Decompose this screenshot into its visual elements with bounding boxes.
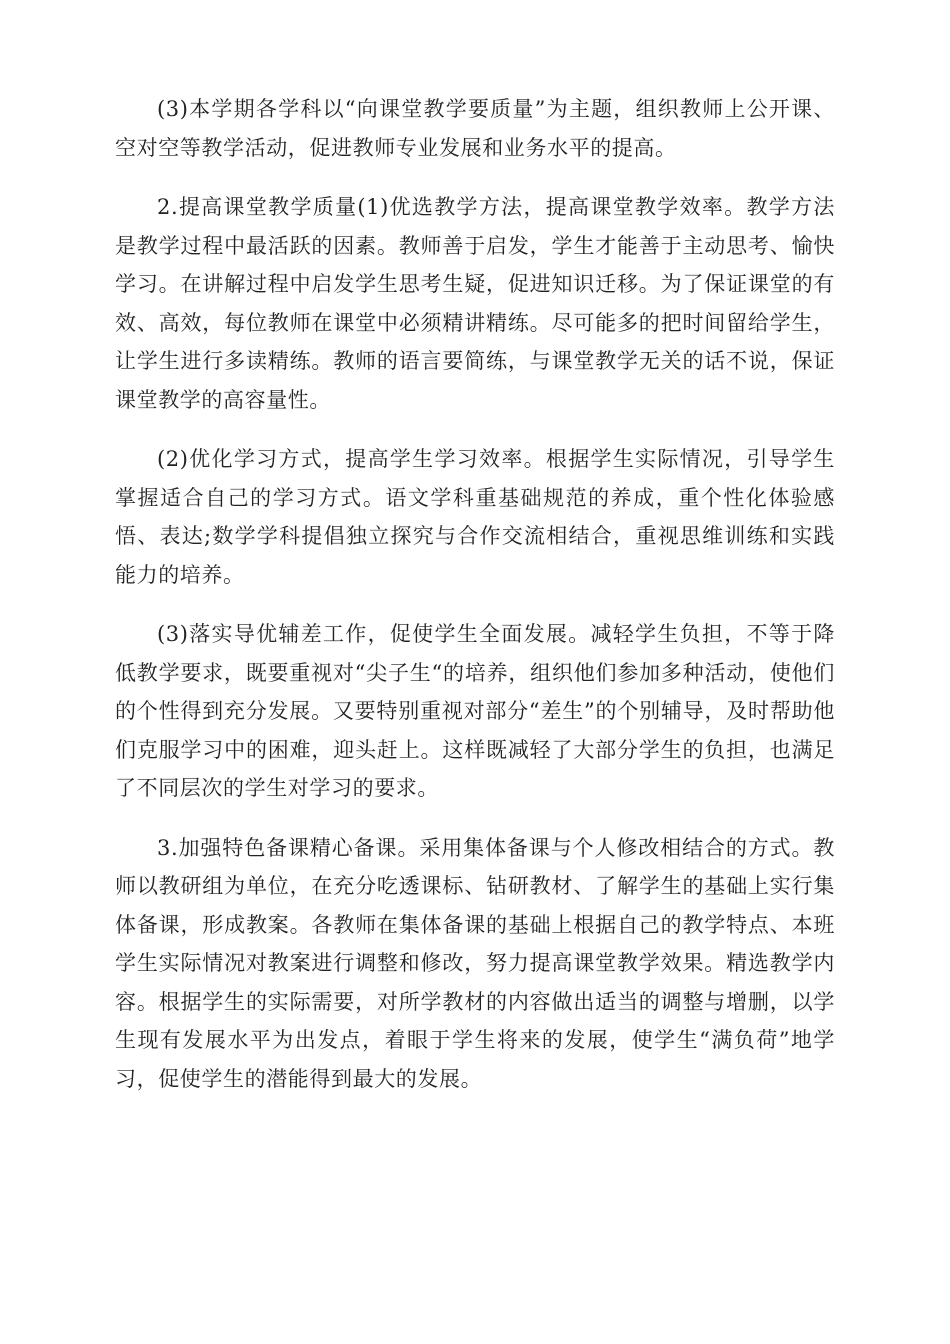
paragraph-subject-theme: (3)本学期各学科以“向课堂教学要质量”为主题，组织教师上公开课、空对空等教学活动，促进教师专业发展和业务水平的提高。 <box>115 97 835 160</box>
paragraph-lesson-preparation: 3.加强特色备课精心备课。采用集体备课与个人修改相结合的方式。教师以教研组为单位，在充分吃透课标、钻研教材、了解学生的基础上实行集体备课，形成教案。各教师在集体备课的基础上根据自己的教学特点、本班学生实际情况对教案进行调整和修改，努力提高课堂教学效果。精选教学内容。根据学生的实际需要，对所学教材的内容做出适当的调整与增删，以学生现有发展水平为出发点，着眼于学生将来的发展，使学生“满负荷”地学习，促使学生的潜能得到最大的发展。 <box>115 835 835 1091</box>
paragraph-teaching-quality: 2.提高课堂教学质量(1)优选教学方法，提高课堂教学效率。教学方法是教学过程中最活跃的因素。教师善于启发，学生才能善于主动思考、愉快学习。在讲解过程中启发学生思考生疑，促进知识迁移。为了保证课堂的有效、高效，每位教师在课堂中必须精讲精练。尽可能多的把时间留给学生，让学生进行多读精练。教师的语言要简练，与课堂教学无关的话不说，保证课堂教学的高容量性。 <box>115 195 835 412</box>
document-body <box>115 90 835 1119</box>
paragraph-learning-methods: (2)优化学习方式，提高学生学习效率。根据学生实际情况，引导学生掌握适合自己的学习方式。语文学科重基础规范的养成，重个性化体验感悟、表达;数学学科提倡独立探究与合作交流相结合，重视思维训练和实践能力的培养。 <box>115 447 835 587</box>
paragraph-tutoring: (3)落实导优辅差工作，促使学生全面发展。减轻学生负担，不等于降低教学要求，既要重视对“尖子生“的培养，组织他们参加多种活动，使他们的个性得到充分发展。又要特别重视对部分“差生”的个别辅导，及时帮助他们克服学习中的困难，迎头赶上。这样既减轻了大部分学生的负担，也满足了不同层次的学生对学习的要求。 <box>115 622 835 800</box>
